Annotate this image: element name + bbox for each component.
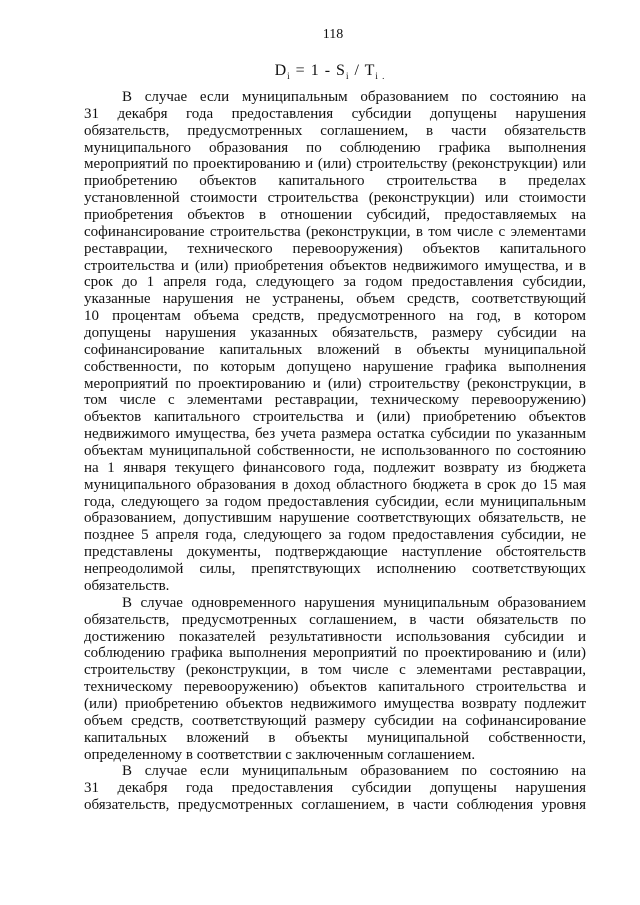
text-line: приобретения объектов в отношении субсидий, предоставляемых на xyxy=(84,207,586,224)
page-number: 118 xyxy=(322,27,344,42)
text-line: непреодолимой силы, препятствующих исполнению соответствующих xyxy=(84,561,586,578)
formula-sub: i xyxy=(375,71,379,82)
text-line: года, следующего за годом предоставления субсидии, если муниципальным xyxy=(84,493,586,510)
text-line: приобретению объектов капитального строительства в пределах xyxy=(84,173,586,190)
formula-d: D xyxy=(274,62,288,79)
text-line: (или) приобретению объектов недвижимого имущества возврату подлежит xyxy=(84,695,586,712)
text-line: обязательств. xyxy=(84,577,170,594)
text-line: недвижимого имущества, без учета размера остатка субсидии по указанным xyxy=(84,426,586,443)
text-line: срок до 1 апреля года, следующего за годом предоставления субсидии, xyxy=(84,274,586,291)
formula-end: . xyxy=(378,71,386,82)
text-line: обязательств, предусмотренных соглашением, в части соблюдения уровня xyxy=(84,797,586,814)
text-line: позднее 5 апреля года, следующего за годом предоставления субсидии, не xyxy=(84,527,586,544)
formula xyxy=(0,62,640,81)
text-line: 10 процентам объема средств, предусмотренного на год, в котором xyxy=(84,308,586,325)
text-line: определенному в соответствии с заключенным соглашением. xyxy=(84,746,476,763)
formula-t: T xyxy=(364,62,376,79)
formula-op: / xyxy=(349,62,365,79)
text-line: объектов капитального строительства и (или) приобретению объектов xyxy=(84,409,586,426)
text-line: собственности, по которым допущено нарушение графика выполнения xyxy=(84,358,586,375)
text-line: обязательств, предусмотренных соглашением, в части обязательств xyxy=(84,122,586,139)
text-line: В случае одновременного нарушения муниципальным образованием xyxy=(122,594,586,611)
text-line: софинансирование капитальных вложений в объекты муниципальной xyxy=(84,341,586,358)
text-line: соблюдению графика выполнения мероприятий по проектированию и (или) xyxy=(84,645,586,662)
formula-op: = 1 - xyxy=(290,62,337,79)
text-line: представлены документы, подтверждающие наступление обстоятельств xyxy=(84,544,586,561)
text-line: установленной стоимости строительства (реконструкции) или стоимости xyxy=(84,190,586,207)
formula-sub: i xyxy=(287,71,291,82)
text-line: муниципального образования в доход областного бюджета в срок до 15 мая xyxy=(84,476,586,493)
text-line: том числе с элементами реставрации, техническому перевооружению) xyxy=(84,392,586,409)
text-line: обязательств, предусмотренных соглашением, в части обязательств по xyxy=(84,611,586,628)
text-line: строительства и (или) приобретения объектов недвижимого имущества, и в xyxy=(84,257,586,274)
formula-s: S xyxy=(336,62,346,79)
text-line: строительству (реконструкции, в том числе с элементами реставрации, xyxy=(84,662,586,679)
formula-sub: i xyxy=(345,71,350,82)
text-line: В случае если муниципальным образованием по состоянию на xyxy=(122,89,586,105)
text-line: указанные нарушения не устранены, объем средств, соответствующий xyxy=(84,291,586,308)
text-line: техническому перевооружению) объектов капитального строительства и xyxy=(84,679,586,696)
paragraph xyxy=(84,89,586,595)
text-line: мероприятий по проектированию и (или) строительству (реконструкции) или xyxy=(84,156,586,173)
text-line: объектам муниципальной собственности, не использованного по состоянию xyxy=(84,443,586,460)
text-line: софинансирование строительства (реконструкции, в том числе с элементами xyxy=(84,223,586,240)
text-line: на 1 января текущего финансового года, подлежит возврату из бюджета xyxy=(84,459,586,476)
paragraph xyxy=(84,763,586,814)
paragraph xyxy=(84,595,586,764)
text-line: 31 декабря года предоставления субсидии допущены нарушения xyxy=(84,105,586,122)
text-line: объем средств, соответствующий размеру субсидии на софинансирование xyxy=(84,712,586,729)
text-line: достижению показателей результативности использования субсидии и xyxy=(84,628,586,645)
text-line: 31 декабря года предоставления субсидии допущены нарушения xyxy=(84,780,586,797)
text-line: капитальных вложений в объекты муниципальной собственности, xyxy=(84,729,586,746)
text-line: реставрации, технического перевооружения) объектов капитального xyxy=(84,240,586,257)
text-line: муниципального образования по соблюдению графика выполнения xyxy=(84,139,586,156)
text-line: допущены нарушения указанных обязательств, размеру субсидии на xyxy=(84,325,586,342)
text-line: мероприятий по проектированию и (или) строительству (реконструкции, в xyxy=(84,375,586,392)
text-line: В случае если муниципальным образованием по состоянию на xyxy=(122,763,586,780)
text-line: образованием, допустившим нарушение соответствующих обязательств, не xyxy=(84,510,586,527)
document-body xyxy=(84,89,586,814)
